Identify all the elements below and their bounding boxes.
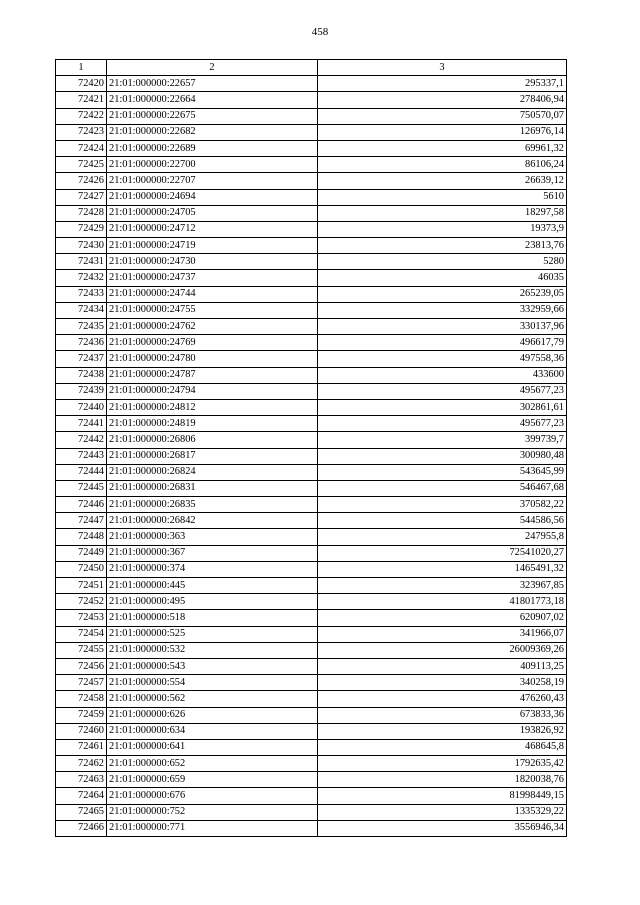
row-number-cell: 72461 <box>56 739 107 755</box>
row-number-cell: 72454 <box>56 626 107 642</box>
cadastral-value-cell: 23813,76 <box>318 238 567 254</box>
cadastral-value-cell: 1335329,22 <box>318 804 567 820</box>
table-row <box>56 335 567 351</box>
row-number-cell: 72442 <box>56 432 107 448</box>
row-number-cell: 72465 <box>56 804 107 820</box>
row-number-cell: 72429 <box>56 221 107 237</box>
cadastral-number-cell: 21:01:000000:554 <box>107 675 318 691</box>
cadastral-number-cell: 21:01:000000:363 <box>107 529 318 545</box>
cadastral-number-cell: 21:01:000000:26842 <box>107 513 318 529</box>
cadastral-value-cell: 193826,92 <box>318 723 567 739</box>
row-number-cell: 72457 <box>56 675 107 691</box>
row-number-cell: 72452 <box>56 594 107 610</box>
table-row <box>56 221 567 237</box>
cadastral-value-cell: 476260,43 <box>318 691 567 707</box>
table-header-row <box>56 60 567 76</box>
table-body <box>56 76 567 837</box>
cadastral-number-cell: 21:01:000000:22657 <box>107 76 318 92</box>
cadastral-number-cell: 21:01:000000:676 <box>107 788 318 804</box>
cadastral-number-cell: 21:01:000000:26831 <box>107 480 318 496</box>
cadastral-value-cell: 332959,66 <box>318 302 567 318</box>
row-number-cell: 72440 <box>56 399 107 415</box>
row-number-cell: 72447 <box>56 513 107 529</box>
cadastral-number-cell: 21:01:000000:771 <box>107 820 318 836</box>
cadastral-value-cell: 543645,99 <box>318 464 567 480</box>
cadastral-number-cell: 21:01:000000:24812 <box>107 399 318 415</box>
table-row <box>56 205 567 221</box>
table-row <box>56 124 567 140</box>
cadastral-number-cell: 21:01:000000:24769 <box>107 335 318 351</box>
cadastral-number-cell: 21:01:000000:495 <box>107 594 318 610</box>
row-number-cell: 72444 <box>56 464 107 480</box>
cadastral-number-cell: 21:01:000000:22700 <box>107 157 318 173</box>
table-row <box>56 140 567 156</box>
cadastral-value-cell: 495677,23 <box>318 416 567 432</box>
cadastral-number-cell: 21:01:000000:543 <box>107 658 318 674</box>
cadastral-number-cell: 21:01:000000:24744 <box>107 286 318 302</box>
cadastral-value-cell: 72541020,27 <box>318 545 567 561</box>
table-row <box>56 675 567 691</box>
row-number-cell: 72443 <box>56 448 107 464</box>
table-row <box>56 497 567 513</box>
row-number-cell: 72428 <box>56 205 107 221</box>
cadastral-value-cell: 69961,32 <box>318 140 567 156</box>
cadastral-value-cell: 5280 <box>318 254 567 270</box>
table-row <box>56 464 567 480</box>
row-number-cell: 72431 <box>56 254 107 270</box>
row-number-cell: 72435 <box>56 319 107 335</box>
table-row <box>56 383 567 399</box>
cadastral-number-cell: 21:01:000000:24755 <box>107 302 318 318</box>
row-number-cell: 72434 <box>56 302 107 318</box>
cadastral-number-cell: 21:01:000000:445 <box>107 578 318 594</box>
cadastral-number-cell: 21:01:000000:374 <box>107 561 318 577</box>
cadastral-value-cell: 41801773,18 <box>318 594 567 610</box>
column-header-3: 3 <box>318 60 567 76</box>
table-row <box>56 788 567 804</box>
row-number-cell: 72446 <box>56 497 107 513</box>
cadastral-value-table <box>55 59 567 837</box>
table-row <box>56 739 567 755</box>
cadastral-value-cell: 544586,56 <box>318 513 567 529</box>
table-row <box>56 707 567 723</box>
table-row <box>56 723 567 739</box>
cadastral-value-cell: 433600 <box>318 367 567 383</box>
table-row <box>56 399 567 415</box>
cadastral-value-cell: 496617,79 <box>318 335 567 351</box>
cadastral-value-cell: 3556946,34 <box>318 820 567 836</box>
cadastral-value-cell: 341966,07 <box>318 626 567 642</box>
cadastral-value-cell: 495677,23 <box>318 383 567 399</box>
cadastral-number-cell: 21:01:000000:26806 <box>107 432 318 448</box>
row-number-cell: 72441 <box>56 416 107 432</box>
cadastral-value-cell: 26009369,26 <box>318 642 567 658</box>
table-row <box>56 92 567 108</box>
table-row <box>56 173 567 189</box>
cadastral-value-cell: 620907,02 <box>318 610 567 626</box>
table-row <box>56 642 567 658</box>
column-header-2: 2 <box>107 60 318 76</box>
cadastral-number-cell: 21:01:000000:659 <box>107 772 318 788</box>
row-number-cell: 72436 <box>56 335 107 351</box>
cadastral-number-cell: 21:01:000000:22675 <box>107 108 318 124</box>
table-row <box>56 756 567 772</box>
table-row <box>56 157 567 173</box>
row-number-cell: 72449 <box>56 545 107 561</box>
row-number-cell: 72448 <box>56 529 107 545</box>
cadastral-value-cell: 673833,36 <box>318 707 567 723</box>
cadastral-number-cell: 21:01:000000:634 <box>107 723 318 739</box>
cadastral-number-cell: 21:01:000000:24719 <box>107 238 318 254</box>
cadastral-number-cell: 21:01:000000:24787 <box>107 367 318 383</box>
cadastral-number-cell: 21:01:000000:22682 <box>107 124 318 140</box>
cadastral-number-cell: 21:01:000000:562 <box>107 691 318 707</box>
row-number-cell: 72456 <box>56 658 107 674</box>
cadastral-value-cell: 86106,24 <box>318 157 567 173</box>
cadastral-number-cell: 21:01:000000:26817 <box>107 448 318 464</box>
table-row <box>56 772 567 788</box>
cadastral-value-cell: 497558,36 <box>318 351 567 367</box>
table-row <box>56 254 567 270</box>
table-row <box>56 594 567 610</box>
cadastral-number-cell: 21:01:000000:24694 <box>107 189 318 205</box>
cadastral-number-cell: 21:01:000000:24762 <box>107 319 318 335</box>
table-row <box>56 480 567 496</box>
row-number-cell: 72426 <box>56 173 107 189</box>
cadastral-number-cell: 21:01:000000:24794 <box>107 383 318 399</box>
cadastral-value-cell: 340258,19 <box>318 675 567 691</box>
table-row <box>56 367 567 383</box>
cadastral-value-cell: 5610 <box>318 189 567 205</box>
table-row <box>56 804 567 820</box>
cadastral-number-cell: 21:01:000000:518 <box>107 610 318 626</box>
table-row <box>56 432 567 448</box>
table-row <box>56 270 567 286</box>
row-number-cell: 72445 <box>56 480 107 496</box>
cadastral-value-cell: 81998449,15 <box>318 788 567 804</box>
column-header-1: 1 <box>56 60 107 76</box>
row-number-cell: 72420 <box>56 76 107 92</box>
cadastral-value-cell: 46035 <box>318 270 567 286</box>
row-number-cell: 72455 <box>56 642 107 658</box>
cadastral-number-cell: 21:01:000000:22707 <box>107 173 318 189</box>
row-number-cell: 72438 <box>56 367 107 383</box>
table-row <box>56 658 567 674</box>
cadastral-value-cell: 247955,8 <box>318 529 567 545</box>
cadastral-number-cell: 21:01:000000:626 <box>107 707 318 723</box>
table-row <box>56 626 567 642</box>
cadastral-number-cell: 21:01:000000:532 <box>107 642 318 658</box>
table-row <box>56 108 567 124</box>
row-number-cell: 72425 <box>56 157 107 173</box>
table-row <box>56 529 567 545</box>
cadastral-value-cell: 1465491,32 <box>318 561 567 577</box>
table-row <box>56 189 567 205</box>
cadastral-number-cell: 21:01:000000:367 <box>107 545 318 561</box>
table-row <box>56 513 567 529</box>
row-number-cell: 72432 <box>56 270 107 286</box>
cadastral-number-cell: 21:01:000000:641 <box>107 739 318 755</box>
cadastral-value-cell: 330137,96 <box>318 319 567 335</box>
table-row <box>56 578 567 594</box>
table-row <box>56 416 567 432</box>
table-row <box>56 610 567 626</box>
cadastral-number-cell: 21:01:000000:22689 <box>107 140 318 156</box>
row-number-cell: 72437 <box>56 351 107 367</box>
cadastral-value-cell: 399739,7 <box>318 432 567 448</box>
cadastral-number-cell: 21:01:000000:24705 <box>107 205 318 221</box>
table-row <box>56 561 567 577</box>
table-row <box>56 545 567 561</box>
cadastral-value-cell: 18297,58 <box>318 205 567 221</box>
row-number-cell: 72422 <box>56 108 107 124</box>
row-number-cell: 72459 <box>56 707 107 723</box>
table-row <box>56 302 567 318</box>
cadastral-number-cell: 21:01:000000:24737 <box>107 270 318 286</box>
row-number-cell: 72463 <box>56 772 107 788</box>
row-number-cell: 72450 <box>56 561 107 577</box>
row-number-cell: 72451 <box>56 578 107 594</box>
cadastral-value-cell: 19373,9 <box>318 221 567 237</box>
cadastral-value-cell: 546467,68 <box>318 480 567 496</box>
cadastral-number-cell: 21:01:000000:652 <box>107 756 318 772</box>
cadastral-value-cell: 26639,12 <box>318 173 567 189</box>
row-number-cell: 72464 <box>56 788 107 804</box>
row-number-cell: 72466 <box>56 820 107 836</box>
row-number-cell: 72430 <box>56 238 107 254</box>
cadastral-number-cell: 21:01:000000:24819 <box>107 416 318 432</box>
row-number-cell: 72453 <box>56 610 107 626</box>
table-row <box>56 286 567 302</box>
cadastral-number-cell: 21:01:000000:24780 <box>107 351 318 367</box>
row-number-cell: 72427 <box>56 189 107 205</box>
cadastral-value-cell: 468645,8 <box>318 739 567 755</box>
cadastral-value-cell: 1820038,76 <box>318 772 567 788</box>
row-number-cell: 72439 <box>56 383 107 399</box>
cadastral-value-cell: 300980,48 <box>318 448 567 464</box>
cadastral-number-cell: 21:01:000000:525 <box>107 626 318 642</box>
cadastral-number-cell: 21:01:000000:22664 <box>107 92 318 108</box>
cadastral-value-cell: 409113,25 <box>318 658 567 674</box>
cadastral-value-cell: 370582,22 <box>318 497 567 513</box>
row-number-cell: 72462 <box>56 756 107 772</box>
table-row <box>56 319 567 335</box>
table-row <box>56 820 567 836</box>
cadastral-value-cell: 750570,07 <box>318 108 567 124</box>
cadastral-value-cell: 126976,14 <box>318 124 567 140</box>
table-row <box>56 238 567 254</box>
row-number-cell: 72421 <box>56 92 107 108</box>
row-number-cell: 72460 <box>56 723 107 739</box>
page-number: 458 <box>311 26 329 38</box>
cadastral-number-cell: 21:01:000000:24730 <box>107 254 318 270</box>
cadastral-number-cell: 21:01:000000:752 <box>107 804 318 820</box>
cadastral-number-cell: 21:01:000000:26824 <box>107 464 318 480</box>
cadastral-value-cell: 302861,61 <box>318 399 567 415</box>
table-row <box>56 691 567 707</box>
cadastral-value-cell: 278406,94 <box>318 92 567 108</box>
row-number-cell: 72458 <box>56 691 107 707</box>
table-row <box>56 76 567 92</box>
cadastral-number-cell: 21:01:000000:24712 <box>107 221 318 237</box>
cadastral-value-cell: 295337,1 <box>318 76 567 92</box>
cadastral-value-cell: 1792635,42 <box>318 756 567 772</box>
cadastral-value-cell: 323967,85 <box>318 578 567 594</box>
row-number-cell: 72433 <box>56 286 107 302</box>
table-row <box>56 351 567 367</box>
row-number-cell: 72424 <box>56 140 107 156</box>
cadastral-value-cell: 265239,05 <box>318 286 567 302</box>
row-number-cell: 72423 <box>56 124 107 140</box>
table-row <box>56 448 567 464</box>
cadastral-number-cell: 21:01:000000:26835 <box>107 497 318 513</box>
